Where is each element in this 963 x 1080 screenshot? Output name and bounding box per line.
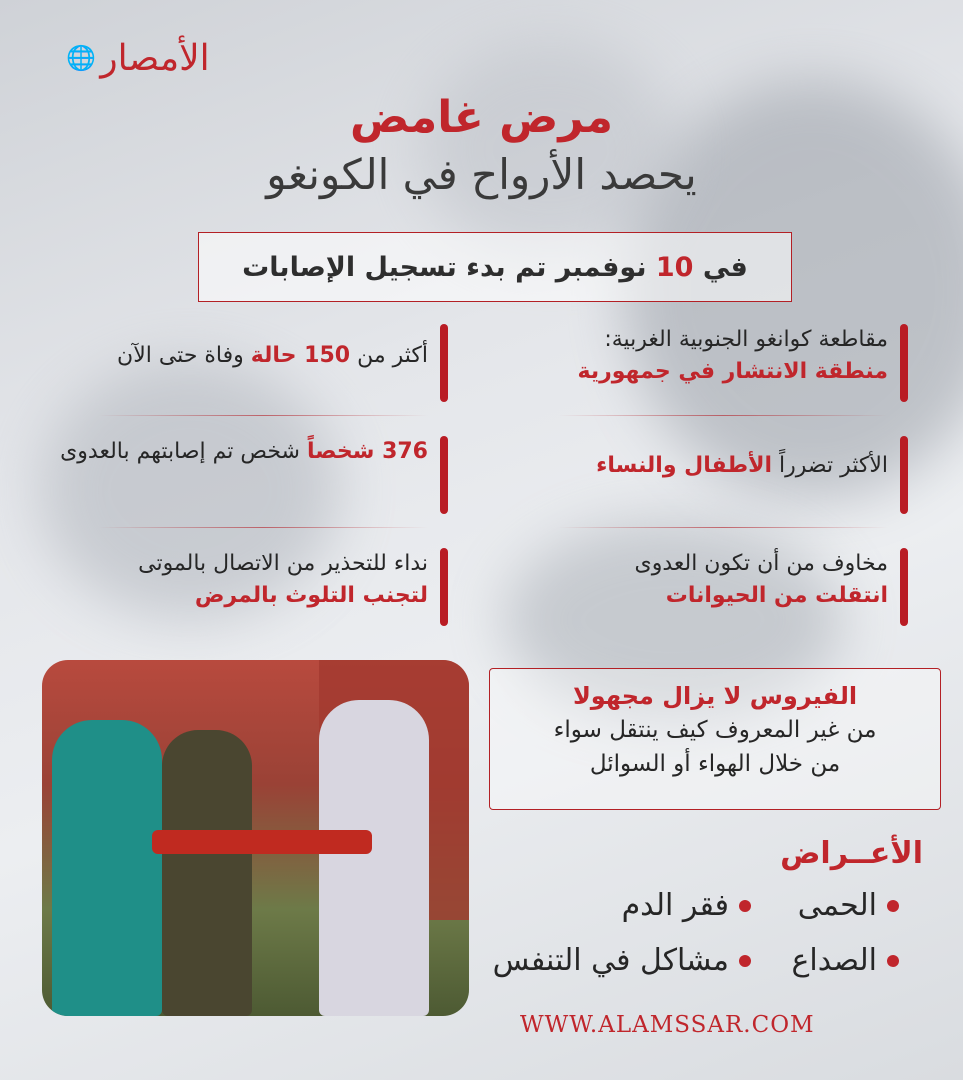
symptom-label: مشاكل في التنفس	[492, 943, 729, 978]
bullet-icon	[739, 900, 751, 912]
symptom-item	[798, 888, 899, 923]
fact-text: مخاوف من أن تكون العدوى	[634, 551, 888, 576]
fact-text: نداء للتحذير من الاتصال بالموتى	[138, 551, 428, 576]
date-prefix: في	[702, 251, 748, 283]
bullet-icon	[739, 955, 751, 967]
fact-divider	[558, 527, 888, 528]
symptom-label: فقر الدم	[621, 888, 729, 923]
fact-highlight: 376 شخصاً	[306, 439, 428, 464]
photo-figure-medic	[52, 720, 162, 1016]
fact-infected	[48, 436, 448, 518]
date-rest: نوفمبر تم بدء تسجيل الإصابات	[242, 251, 647, 283]
fact-highlight: لتجنب التلوث بالمرض	[194, 583, 428, 608]
fact-accent-bar	[440, 436, 448, 514]
photo-figure-soldier	[162, 730, 252, 1016]
fact-text: أكثر من	[357, 343, 428, 368]
symptom-label: الحمى	[797, 888, 877, 923]
fact-divider	[558, 415, 888, 416]
fact-divider	[98, 527, 428, 528]
fact-text: وفاة حتى الآن	[117, 343, 244, 368]
fact-line	[48, 324, 428, 372]
fact-highlight: منطقة الانتشار في جمهورية	[577, 359, 888, 384]
date-number: 10	[655, 251, 694, 283]
fact-line	[48, 436, 428, 468]
fact-highlight: الأطفال والنساء	[596, 453, 773, 478]
symptoms-title: الأعــراض	[780, 836, 923, 871]
virus-line-1: من غير المعروف كيف ينتقل سواء	[553, 717, 877, 743]
symptom-label: الصداع	[791, 943, 877, 978]
fact-most-affected	[508, 436, 908, 518]
virus-info-box	[489, 668, 941, 810]
fact-text: مقاطعة كوانغو الجنوبية الغربية:	[604, 327, 888, 352]
symptom-item	[792, 943, 899, 978]
fact-accent-bar	[440, 548, 448, 626]
virus-title: الفيروس لا يزال مجهولا	[572, 682, 858, 710]
fact-line	[508, 436, 888, 482]
page-title: مرض غامض	[350, 92, 613, 143]
fact-divider	[98, 415, 428, 416]
fact-animal-origin	[508, 548, 908, 630]
logo-text: الأمصار	[100, 37, 210, 79]
fact-accent-bar	[900, 548, 908, 626]
fact-warning	[48, 548, 448, 630]
bullet-icon	[887, 900, 899, 912]
fact-text: شخص تم إصابتهم بالعدوى	[60, 439, 300, 464]
fact-accent-bar	[900, 324, 908, 402]
photo-figure-man	[319, 700, 429, 1016]
fact-deaths	[48, 324, 448, 406]
fact-accent-bar	[440, 324, 448, 402]
brand-logo[interactable]	[68, 30, 208, 86]
fact-text: الأكثر تضرراً	[779, 453, 888, 478]
page-subtitle: يحصد الأرواح في الكونغو	[266, 150, 697, 199]
symptom-item	[622, 888, 751, 923]
news-photo	[42, 660, 469, 1016]
photo-stretcher	[152, 830, 372, 854]
fact-highlight: انتقلت من الحيوانات	[665, 583, 888, 608]
date-banner	[198, 232, 792, 302]
fact-accent-bar	[900, 436, 908, 514]
fact-region	[508, 324, 908, 406]
fact-highlight: 150 حالة	[250, 343, 351, 368]
virus-line-2: من خلال الهواء أو السوائل	[589, 751, 841, 777]
website-url[interactable]: WWW.ALAMSSAR.COM	[520, 1012, 815, 1038]
bullet-icon	[887, 955, 899, 967]
symptom-item	[493, 943, 751, 978]
globe-icon: 🌐	[66, 44, 97, 72]
